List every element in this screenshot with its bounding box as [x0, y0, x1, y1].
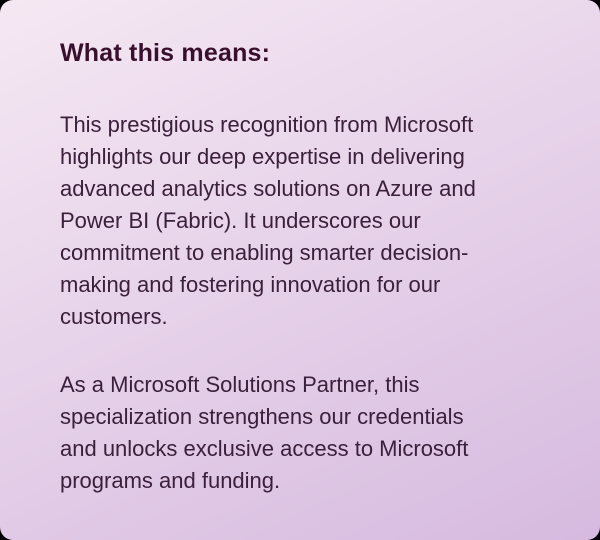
paragraph-recognition [60, 109, 516, 333]
paragraph-line: and unlocks exclusive access to Microsoft [60, 436, 469, 461]
paragraph-line: As a Microsoft Solutions Partner, this [60, 372, 420, 397]
paragraph-partner [60, 369, 516, 497]
paragraph-line: programs and funding. [60, 468, 281, 493]
paragraph-line: Power BI (Fabric). It underscores our [60, 208, 421, 233]
paragraph-line: commitment to enabling smarter decision- [60, 240, 469, 265]
paragraph-line: making and fostering innovation for our [60, 272, 441, 297]
card-heading: What this means: [60, 39, 271, 67]
paragraph-line: customers. [60, 304, 168, 329]
paragraph-line: specialization strengthens our credentials [60, 404, 464, 429]
paragraph-line: highlights our deep expertise in delivering [60, 144, 465, 169]
paragraph-line: This prestigious recognition from Microsoft [60, 112, 474, 137]
paragraph-line: advanced analytics solutions on Azure and [60, 176, 476, 201]
